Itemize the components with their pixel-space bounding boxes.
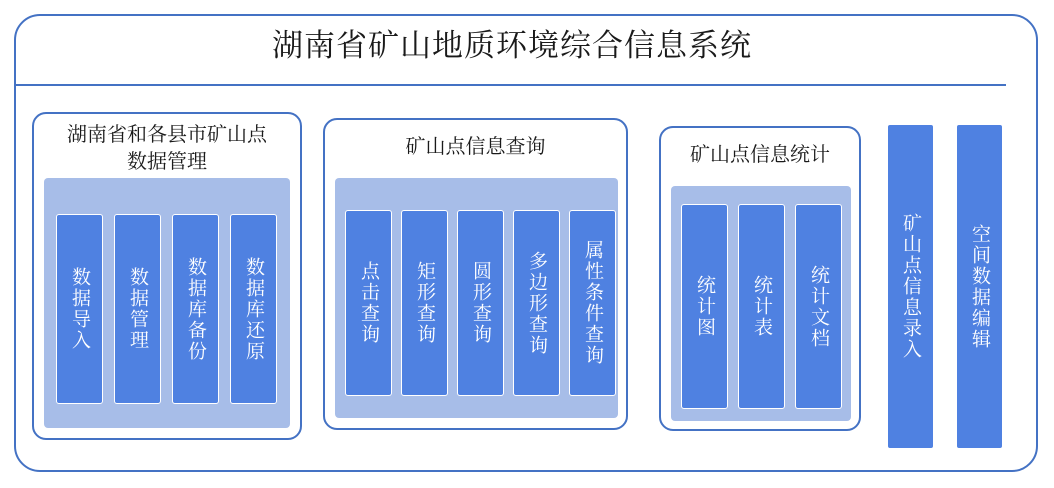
module-info-query (323, 118, 628, 430)
leaf-rectangle-query[interactable] (401, 210, 448, 396)
leaf-circle-query[interactable] (457, 210, 504, 396)
leaf-database-restore[interactable] (230, 214, 277, 404)
module-data-management-title-line1: 湖南省和各县市矿山点 (67, 124, 267, 146)
module-info-statistics-title-line1: 矿山点信息统计 (690, 144, 830, 166)
leaf-statistics-document[interactable] (795, 204, 842, 409)
leaf-database-restore-label: 数据库还原 (243, 256, 264, 362)
module-info-query-title (331, 134, 620, 161)
leaf-data-import-label: 数据导入 (69, 267, 90, 351)
standalone-spatial-data-edit-label: 空间数据编辑 (969, 223, 990, 350)
module-data-management-title (40, 122, 294, 176)
standalone-mine-info-entry[interactable] (888, 125, 933, 448)
leaf-rectangle-query-label: 矩形查询 (414, 261, 435, 345)
leaf-click-query-label: 点击查询 (358, 261, 379, 345)
leaf-polygon-query[interactable] (513, 210, 560, 396)
leaf-database-backup[interactable] (172, 214, 219, 404)
module-info-statistics-title (667, 142, 853, 169)
leaf-statistics-chart-label: 统计图 (694, 275, 715, 338)
standalone-mine-info-entry-label: 矿山点信息录入 (900, 213, 921, 360)
leaf-database-backup-label: 数据库备份 (185, 256, 206, 362)
leaf-attribute-condition-query-label: 属性条件查询 (582, 240, 603, 366)
leaf-statistics-document-label: 统计文档 (808, 264, 829, 349)
leaf-statistics-table-label: 统计表 (751, 275, 772, 338)
page-title: 湖南省矿山地质环境综合信息系统 (272, 28, 752, 63)
leaf-data-import[interactable] (56, 214, 103, 404)
module-info-statistics (659, 126, 861, 431)
title-separator (16, 84, 1006, 86)
module-data-management (32, 112, 302, 440)
leaf-statistics-chart[interactable] (681, 204, 728, 409)
leaf-attribute-condition-query[interactable] (569, 210, 616, 396)
leaf-click-query[interactable] (345, 210, 392, 396)
module-data-management-title-line2: 数据管理 (127, 151, 207, 173)
leaf-polygon-query-label: 多边形查询 (526, 250, 547, 356)
leaf-circle-query-label: 圆形查询 (470, 261, 491, 345)
leaf-statistics-table[interactable] (738, 204, 785, 409)
leaf-data-management[interactable] (114, 214, 161, 404)
leaf-data-management-label: 数据管理 (127, 267, 148, 351)
standalone-spatial-data-edit[interactable] (957, 125, 1002, 448)
module-info-query-title-line1: 矿山点信息查询 (405, 136, 546, 158)
